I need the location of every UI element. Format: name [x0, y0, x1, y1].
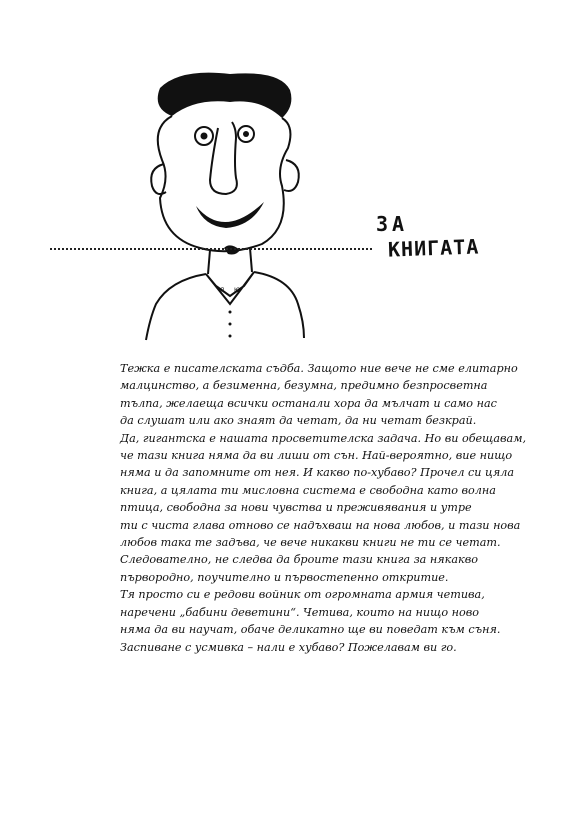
text-line: птица, свободна за нови чувства и преживявания и утре — [120, 501, 472, 515]
svg-text:Ю: Ю — [234, 287, 241, 294]
hair — [158, 73, 292, 118]
collar — [206, 272, 254, 304]
text-line: Да, гигантска е нашата просветителска задача. Но ви обещавам, — [120, 431, 527, 445]
head-outline — [158, 116, 291, 251]
text-line: ти с чиста глава отново се надъхваш на нова любов, и тази нова — [120, 518, 521, 532]
heading-za: ЗА — [376, 212, 409, 236]
text-line: наречени „бабини деветини“. Четива, които на нищо ново — [120, 605, 479, 619]
heading-knigata: КНИГАТА — [387, 234, 480, 262]
text-line: Тежка е писателската съдба. Защото ние вече не сме елитарно — [120, 362, 518, 375]
text-line: първородно, поучително и първостепенно откритие. — [120, 570, 449, 584]
cartoon-man-illustration — [140, 68, 310, 348]
nose — [210, 122, 237, 194]
text-line: тълпа, желаеща всички останали хора да мълчат и само нас — [120, 396, 497, 410]
text-line: малцинство, а безименна, безумна, предимно безпросветна — [120, 379, 488, 393]
shoulders — [146, 272, 304, 340]
svg-text:Я: Я — [220, 287, 225, 294]
dotted-divider — [50, 248, 372, 250]
text-line: книга, а цялата ти мисловна система е свободна като волна — [120, 483, 496, 497]
text-line: Тя просто си е редови войник от огромната армия четива, — [120, 588, 485, 602]
text-line: няма да ви научат, обаче деликатно ще ви поведат към съня. — [120, 623, 501, 637]
text-line: Заспиване с усмивка – нали е хубаво? Пожелавам ви го. — [120, 640, 457, 654]
text-line: Следователно, не следва да броите тази книга за някакво — [120, 553, 478, 567]
right-ear — [284, 160, 299, 191]
body-text — [120, 360, 527, 656]
text-line: любов така те задъва, че вече никакви книги не ти се четат. — [120, 536, 501, 550]
text-line: че тази книга няма да ви лиши от сън. Най-вероятно, вие нищо — [120, 449, 513, 463]
text-line: да слушат или ако знаят да четат, да ни четат безкрай. — [120, 414, 477, 428]
text-line: няма и да запомните от нея. И какво по-хубаво? Прочел си цяла — [120, 466, 515, 480]
